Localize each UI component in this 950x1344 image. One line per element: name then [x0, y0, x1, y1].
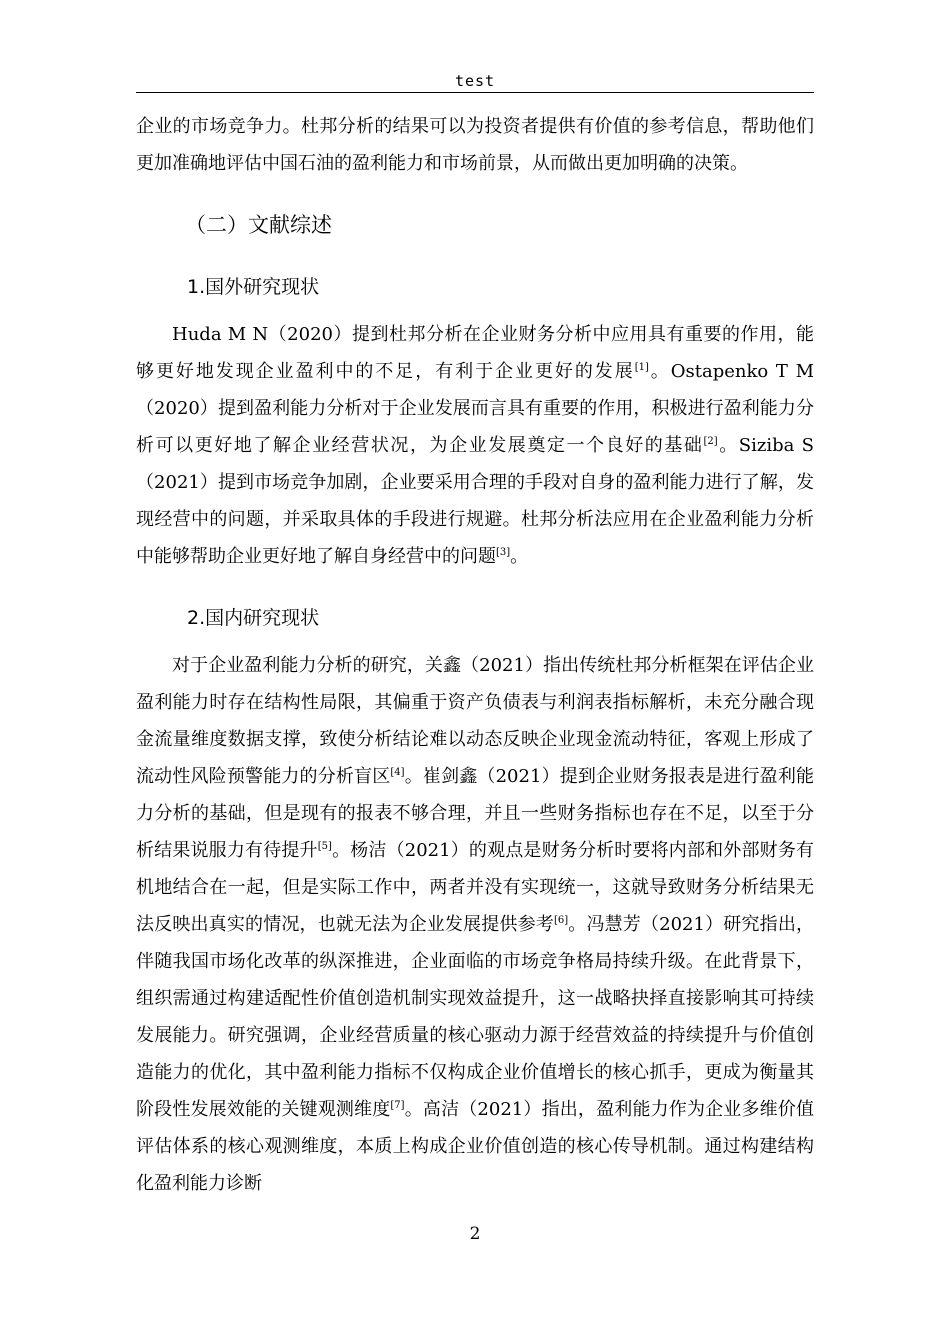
body-content — [136, 108, 814, 1208]
block-spacer — [136, 306, 814, 316]
block-spacer — [136, 244, 814, 269]
block-spacer — [136, 182, 814, 207]
paragraph-text: 。杨洁（2021）的观点是财务分析时要将内部和外部财务有机地结合在一起，但是实际工作中，两者并没有实现统一，这就导致财务分析结果无法反映出真实的情况，也就无法为企业发展提供参考 — [136, 840, 814, 935]
block-spacer — [136, 637, 814, 647]
citation-marker: [6] — [553, 915, 569, 926]
citation-marker: [7] — [390, 1100, 405, 1111]
subsection-heading: 1.国外研究现状 — [187, 276, 320, 298]
paragraph-text: 。Ostapenko T M（2020）提到盈利能力分析对于企业发展而言具有重要的作用，积极进行盈利能力分析可以更好地了解企业经营状况，为企业发展奠定一个良好的基础 — [136, 361, 814, 456]
paragraph-text: 。 — [510, 546, 529, 567]
body-paragraph — [136, 108, 814, 182]
citation-marker: [5] — [317, 841, 332, 852]
paragraph-text: 。Siziba S（2021）提到市场竞争加剧，企业要采用合理的手段对自身的盈利能力进行了解，发现经营中的问题，并采取具体的手段进行规避。杜邦分析法应用在企业盈利能力分析中能够帮助企业更好地了解自身经营中的问题 — [136, 435, 814, 567]
paragraph-text: 企业的市场竞争力。杜邦分析的结果可以为投资者提供有价值的参考信息，帮助他们更加准确地评估中国石油的盈利能力和市场前景，从而做出更加明确的决策。 — [136, 116, 814, 174]
page-number: 2 — [469, 1224, 481, 1244]
running-header: test — [454, 72, 496, 90]
citation-marker: [3] — [496, 547, 511, 558]
citation-marker: [2] — [703, 436, 718, 447]
body-paragraph — [136, 316, 814, 575]
paragraph-text: 对于企业盈利能力分析的研究，关鑫（2021）指出传统杜邦分析框架在评估企业盈利能力时存在结构性局限，其偏重于资产负债表与利润表指标解析，未充分融合现金流量维度数据支撑，致使分析结论难以动态反映企业现金流动特征，客观上形成了流动性风险预警能力的分析盲区 — [136, 655, 814, 787]
subsection-heading: 2.国内研究现状 — [187, 607, 320, 629]
paragraph-text: 。崔剑鑫（2021）提到企业财务报表是进行盈利能力分析的基础，但是现有的报表不够合理，并且一些财务指标也存在不足，以至于分析结果说服力有待提升 — [136, 766, 814, 861]
citation-marker: [4] — [390, 767, 405, 778]
block-spacer — [136, 575, 814, 600]
paragraph-text: 。冯慧芳（2021）研究指出，伴随我国市场化改革的纵深推进，企业面临的市场竞争格局持续升级。在此背景下，组织需通过构建适配性价值创造机制实现效益提升，这一战略抉择直接影响其可持续发展能力。研究强调，企业经营质量的核心驱动力源于经营效益的持续提升与价值创造能力的优化，其中盈利能力指标不仅构成企业价值增长的核心抓手，更成为衡量其阶段性发展效能的关键观测维度 — [136, 914, 814, 1120]
paragraph-text: Huda M N（2020）提到杜邦分析在企业财务分析中应用具有重要的作用，能够更好地发现企业盈利中的不足，有利于企业更好的发展 — [136, 324, 814, 382]
header-rule — [136, 92, 814, 93]
body-paragraph — [136, 647, 814, 1202]
section-heading: （二）文献综述 — [185, 213, 332, 237]
paragraph-text: 。高洁（2021）指出，盈利能力作为企业多维价值评估体系的核心观测维度，本质上构成企业价值创造的核心传导机制。通过构建结构化盈利能力诊断 — [136, 1099, 814, 1194]
citation-marker: [1] — [634, 362, 649, 373]
